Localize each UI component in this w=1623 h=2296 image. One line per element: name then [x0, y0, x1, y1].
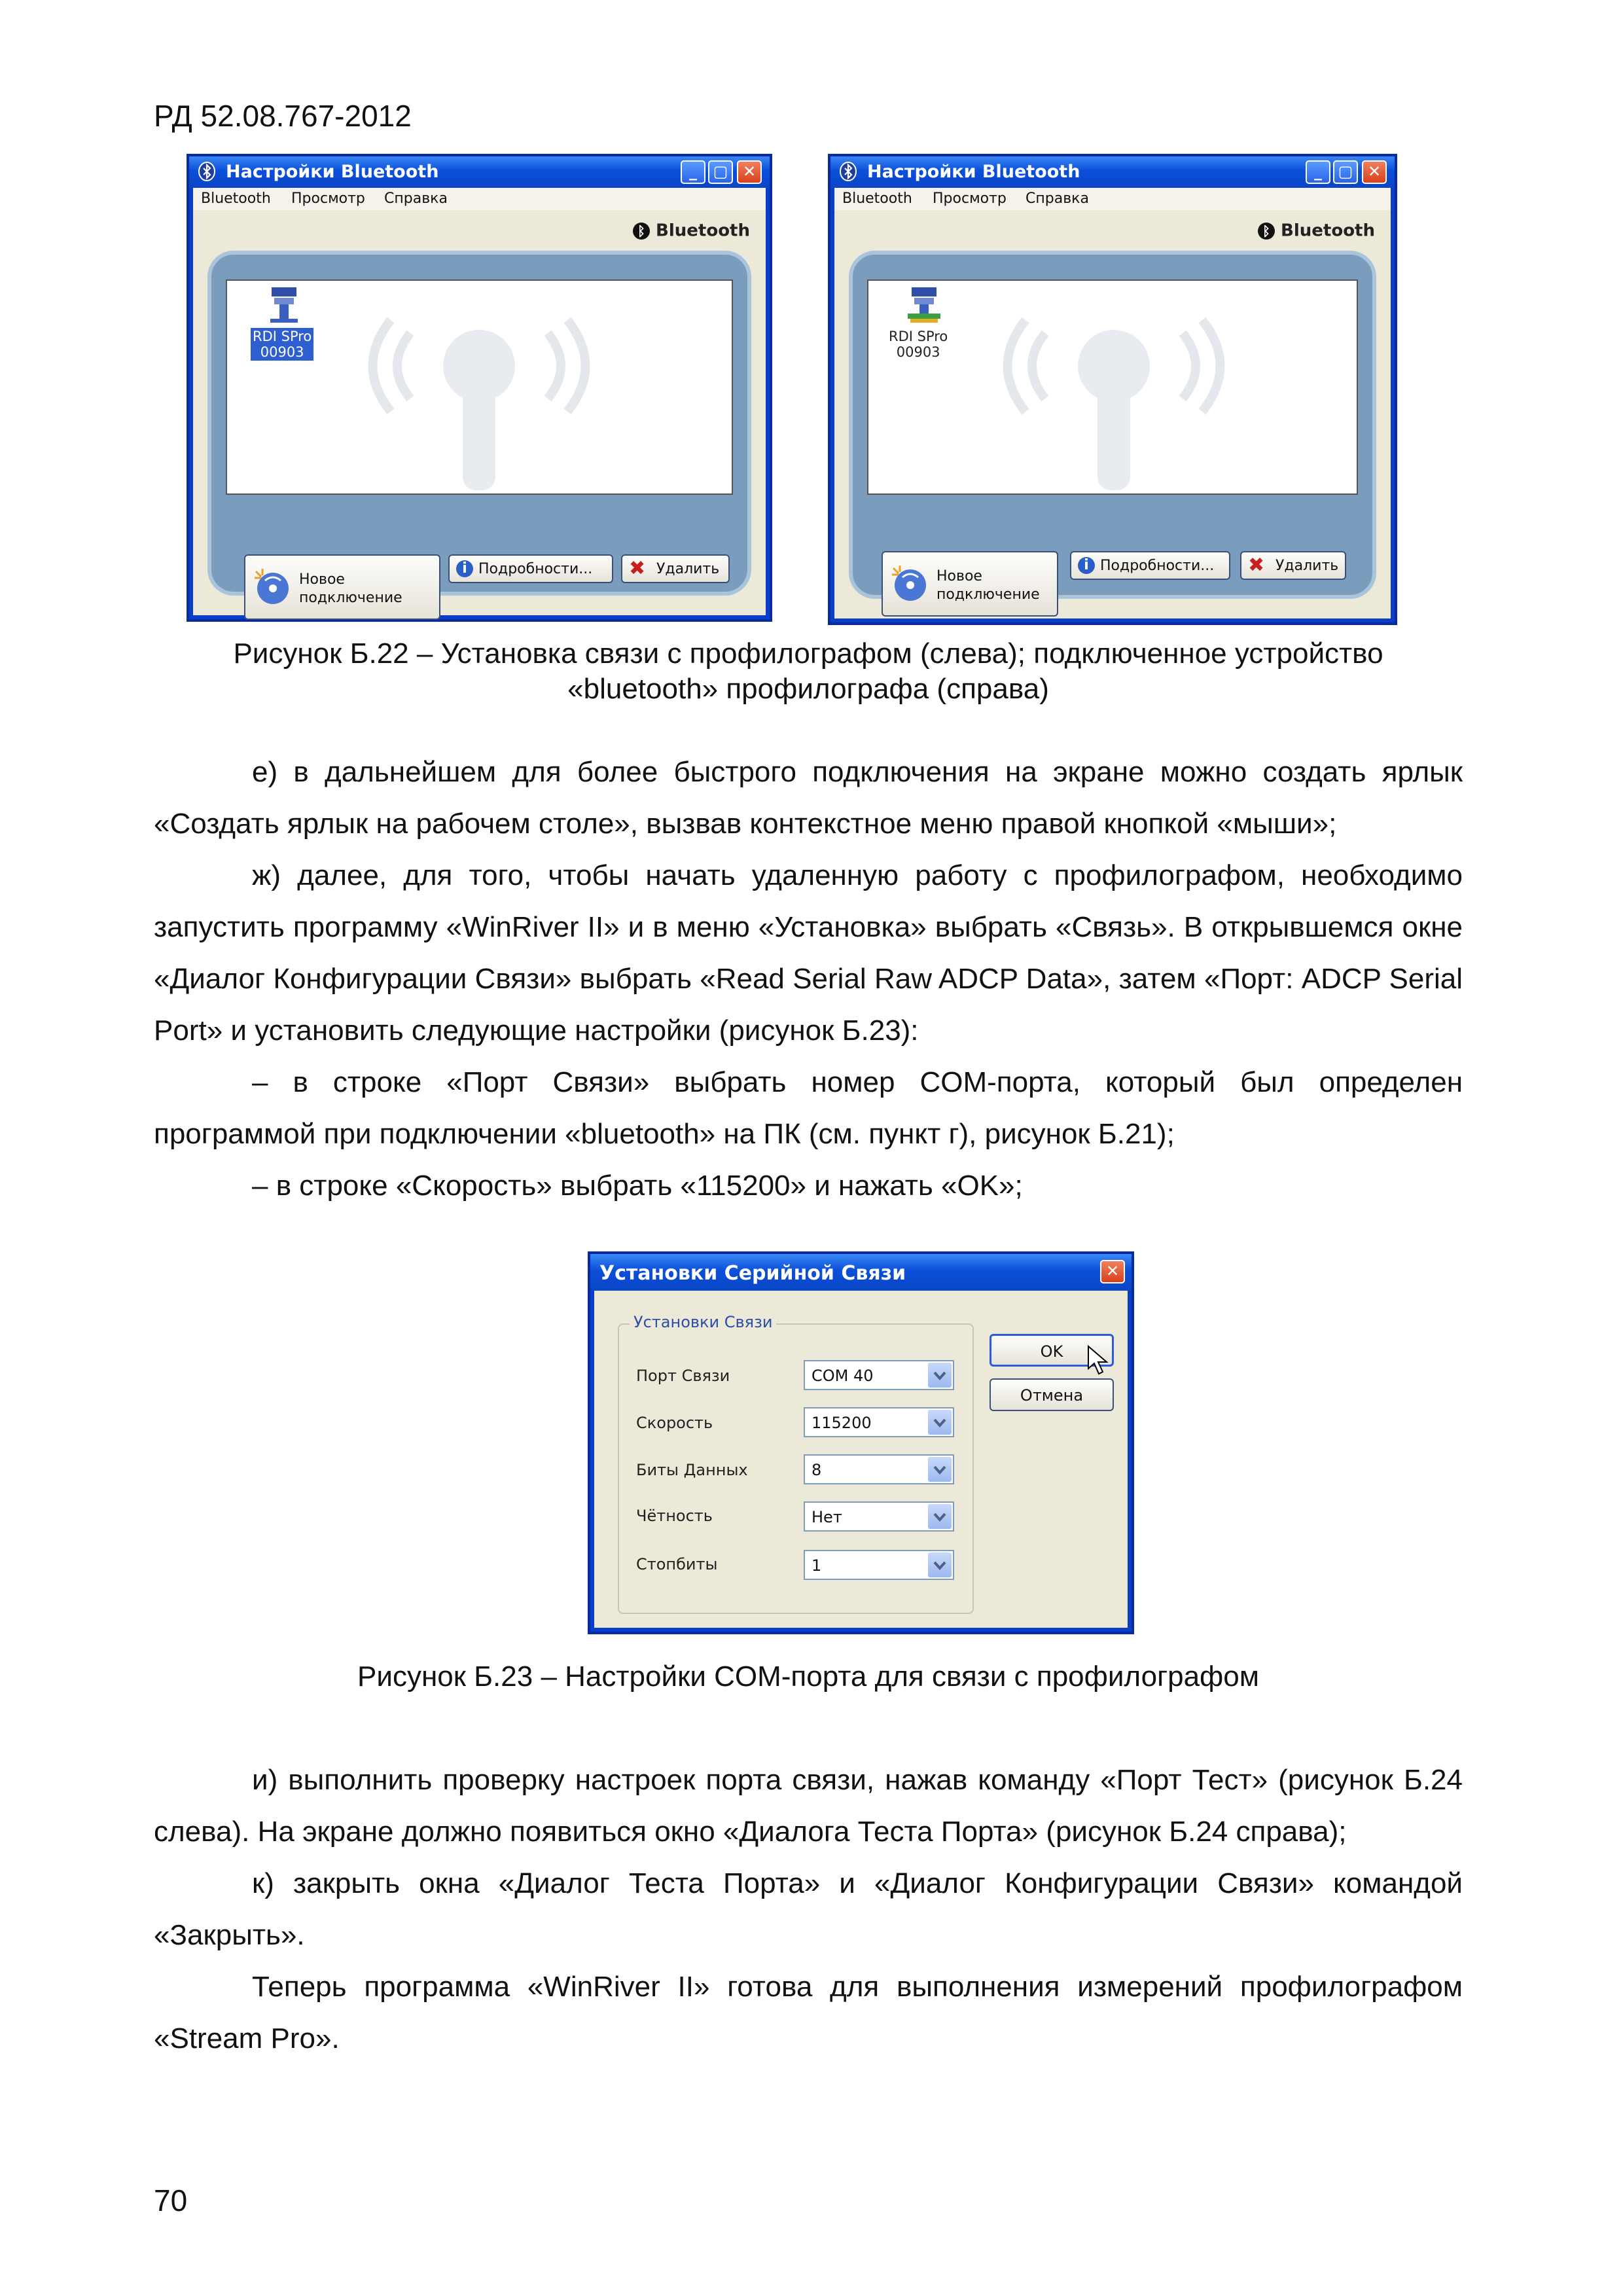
new-connection-icon: [253, 567, 293, 607]
chevron-down-icon[interactable]: [928, 1457, 952, 1482]
port-value: COM 40: [812, 1367, 874, 1385]
minimize-button[interactable]: _: [1306, 160, 1330, 184]
stop-bits-value: 1: [812, 1556, 822, 1575]
bluetooth-logo-icon: ᛒ: [633, 223, 650, 240]
data-bits-value: 8: [812, 1461, 822, 1479]
window-title: Настройки Bluetooth: [867, 162, 1080, 182]
chevron-down-icon[interactable]: [928, 1410, 952, 1435]
parity-value: Нет: [812, 1508, 842, 1526]
paragraph-zh: ж) далее, для того, чтобы начать удаленную работу с профилографом, необходимо запустить программу «WinRiver II» и в меню «Установка» выбрать «Связь». В открывшемся окне «Диалог Конфигурации Связи» выбрать «Read Serial Raw ADCP Data», затем «Порт: ADCP Serial Port» и установить следующие настройки (рисунок Б.23):: [154, 859, 1463, 1047]
maximize-button[interactable]: ▢: [708, 160, 733, 184]
stop-bits-select[interactable]: [804, 1550, 954, 1580]
device-id: 00903: [896, 344, 940, 360]
bluetooth-brand-logo: [1258, 221, 1375, 241]
connected-device-icon: [905, 285, 944, 324]
bluetooth-logo-icon: ᛒ: [1258, 223, 1275, 240]
delete-button[interactable]: [1240, 551, 1346, 580]
close-button[interactable]: ✕: [737, 160, 762, 184]
bluetooth-icon: [197, 162, 217, 181]
menu-bar: [193, 188, 766, 210]
info-icon: i: [1078, 557, 1095, 574]
title-bar[interactable]: [590, 1254, 1132, 1291]
cancel-button[interactable]: [990, 1378, 1114, 1411]
new-connection-label-2: подключение: [299, 590, 402, 606]
brand-text: Bluetooth: [656, 221, 750, 241]
menu-view[interactable]: Просмотр: [291, 190, 365, 207]
chevron-down-icon[interactable]: [928, 1552, 952, 1577]
new-connection-label-2: подключение: [936, 586, 1040, 603]
close-button[interactable]: ✕: [1362, 160, 1387, 184]
mouse-cursor-icon: [1087, 1345, 1113, 1378]
parity-label: Чётность: [636, 1507, 713, 1525]
cancel-label: Отмена: [1020, 1386, 1084, 1405]
delete-label: Удалить: [656, 561, 720, 577]
device-list-area[interactable]: [867, 279, 1358, 495]
chevron-down-icon[interactable]: [928, 1363, 952, 1388]
close-button[interactable]: ✕: [1100, 1260, 1125, 1283]
window-title: Настройки Bluetooth: [226, 162, 439, 182]
details-label: Подробности...: [1100, 558, 1215, 574]
details-button[interactable]: [448, 554, 613, 583]
ok-label: OK: [1040, 1342, 1063, 1361]
device-id: 00903: [260, 344, 304, 360]
delete-button[interactable]: [621, 554, 730, 583]
paragraphs-block-2: [154, 1754, 1463, 2064]
delete-x-icon: ✖: [629, 557, 646, 580]
port-select[interactable]: [804, 1360, 954, 1390]
dialog-title: Установки Серийной Связи: [599, 1262, 906, 1285]
data-bits-select[interactable]: [804, 1454, 954, 1484]
window-client-area: [834, 188, 1391, 619]
page-number: 70: [154, 2183, 188, 2217]
stop-bits-label: Стопбиты: [636, 1555, 718, 1573]
details-button[interactable]: [1070, 551, 1230, 580]
menu-help[interactable]: Справка: [384, 190, 448, 207]
speed-label: Скорость: [636, 1414, 713, 1432]
ok-button[interactable]: [990, 1334, 1114, 1367]
device-list-area[interactable]: [226, 279, 733, 495]
bluetooth-waves-watermark: [227, 281, 733, 493]
title-bar[interactable]: [189, 156, 770, 188]
menu-view[interactable]: Просмотр: [933, 190, 1007, 207]
title-bar[interactable]: [830, 156, 1395, 188]
bluetooth-settings-window-right: [828, 154, 1397, 625]
serial-settings-dialog: [588, 1251, 1134, 1634]
paragraph-ready: Теперь программа «WinRiver II» готова для выполнения измерений профилографом «Stream Pro».: [154, 1971, 1463, 2054]
new-connection-icon: [891, 564, 930, 603]
paragraph-i: и) выполнить проверку настроек порта связи, нажав команду «Порт Тест» (рисунок Б.24 слева). На экране должно появиться окно «Диалога Теста Порта» (рисунок Б.24 справа);: [154, 1764, 1463, 1848]
figure-b22-caption: [154, 636, 1463, 707]
info-icon: i: [456, 560, 473, 577]
paragraphs-block-1: [154, 746, 1463, 1211]
bluetooth-icon: [838, 162, 858, 181]
dialog-client-area: [594, 1291, 1128, 1628]
paragraph-k: к) закрыть окна «Диалог Теста Порта» и «Диалог Конфигурации Связи» командой «Закрыть».: [154, 1867, 1463, 1951]
device-name: RDI SPro: [889, 329, 948, 344]
paragraph-port-line: – в строке «Порт Связи» выбрать номер COM-порта, который был определен программой при подключении «bluetooth» на ПК (см. пункт г), рисунок Б.21);: [154, 1066, 1463, 1150]
new-connection-label-1: Новое: [936, 568, 982, 584]
new-connection-button[interactable]: [882, 551, 1058, 617]
new-connection-button[interactable]: [244, 554, 440, 620]
bluetooth-settings-window-left: [187, 154, 772, 622]
brand-text: Bluetooth: [1281, 221, 1375, 241]
details-label: Подробности...: [478, 561, 593, 577]
caption-line-1: Рисунок Б.22 – Установка связи с профилографом (слева); подключенное устройство: [233, 637, 1383, 670]
device-label[interactable]: [887, 328, 950, 361]
figure-b23-caption: Рисунок Б.23 – Настройки COM-порта для связи с профилографом: [357, 1660, 1259, 1693]
paragraph-e: е) в дальнейшем для более быстрого подключения на экране можно создать ярлык «Создать ярлык на рабочем столе», вызвав контекстное меню правой кнопкой «мыши»;: [154, 756, 1463, 840]
group-title: Установки Связи: [630, 1313, 776, 1331]
speed-value: 115200: [812, 1414, 872, 1432]
port-label: Порт Связи: [636, 1367, 730, 1385]
maximize-button[interactable]: ▢: [1333, 160, 1358, 184]
minimize-button[interactable]: _: [681, 160, 705, 184]
caption-line-2: «bluetooth» профилографа (справа): [567, 673, 1049, 705]
menu-bluetooth[interactable]: Bluetooth: [201, 190, 271, 207]
speed-select[interactable]: [804, 1407, 954, 1437]
new-connection-label-1: Новое: [299, 571, 345, 588]
menu-bar: [834, 188, 1391, 210]
document-code-header: РД 52.08.767-2012: [154, 99, 412, 133]
device-label-selected[interactable]: [251, 328, 313, 361]
parity-select[interactable]: [804, 1501, 954, 1532]
window-client-area: [193, 188, 766, 615]
menu-bluetooth[interactable]: Bluetooth: [842, 190, 912, 207]
menu-help[interactable]: Справка: [1026, 190, 1089, 207]
bluetooth-brand-logo: [633, 221, 750, 241]
paragraph-speed-line: – в строке «Скорость» выбрать «115200» и нажать «OK»;: [252, 1170, 1023, 1202]
device-name: RDI SPro: [253, 329, 312, 344]
delete-x-icon: ✖: [1248, 554, 1265, 577]
serial-device-icon: [268, 285, 300, 324]
data-bits-label: Биты Данных: [636, 1461, 748, 1479]
chevron-down-icon[interactable]: [928, 1504, 952, 1529]
delete-label: Удалить: [1275, 558, 1339, 574]
